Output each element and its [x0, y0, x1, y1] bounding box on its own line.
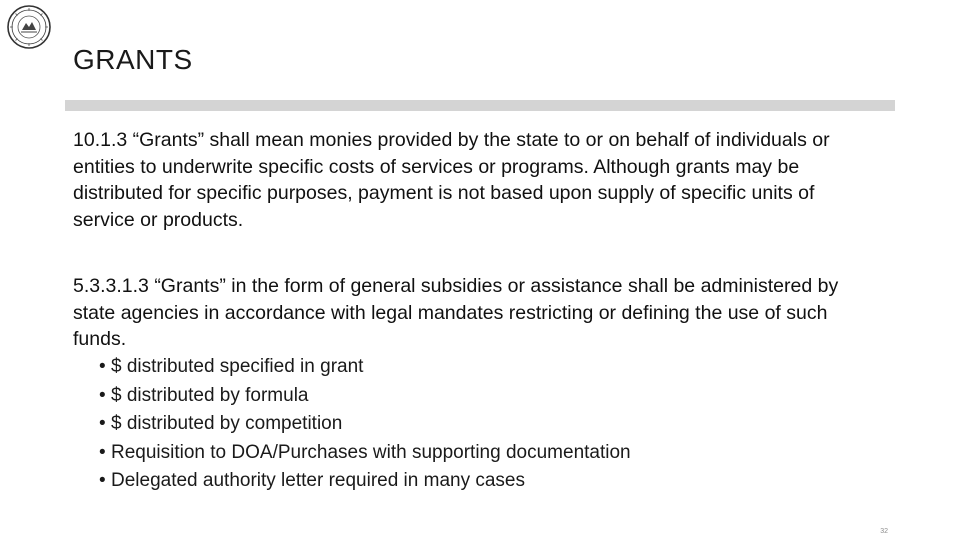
slide-title: GRANTS — [73, 44, 193, 75]
bullet-icon: • — [99, 413, 106, 434]
page-number: 32 — [880, 528, 888, 535]
bullet-icon: • — [99, 356, 106, 377]
bullet-icon: • — [99, 441, 106, 463]
bullet-text: $ distributed by competition — [111, 413, 343, 434]
bullet-text: Delegated authority letter required in many cases — [111, 470, 526, 491]
list-item — [99, 353, 631, 382]
list-item — [99, 410, 631, 439]
bullet-icon: • — [99, 384, 106, 406]
list-item — [99, 439, 631, 468]
definition-paragraph: 10.1.3 “Grants” shall mean monies provided by the state to or on behalf of individuals or entities to underwrite specific costs of services or programs. Although grants may be distributed for specific purposes, payment is not based upon supply of specific units of service or products. — [73, 129, 830, 231]
title-divider — [65, 100, 895, 111]
administration-paragraph: 5.3.3.1.3 “Grants” in the form of general subsidies or assistance shall be administered by state agencies in accordance with legal mandates restricting or defining the use of such funds. — [73, 275, 839, 350]
bullet-list — [99, 353, 631, 496]
bullet-text: $ distributed specified in grant — [111, 356, 364, 377]
list-item — [99, 467, 631, 496]
bullet-text: $ distributed by formula — [111, 384, 309, 406]
bullet-icon: • — [99, 470, 106, 491]
state-seal-icon — [4, 4, 54, 50]
list-item — [99, 382, 631, 411]
bullet-text: Requisition to DOA/Purchases with supporting documentation — [111, 441, 631, 463]
